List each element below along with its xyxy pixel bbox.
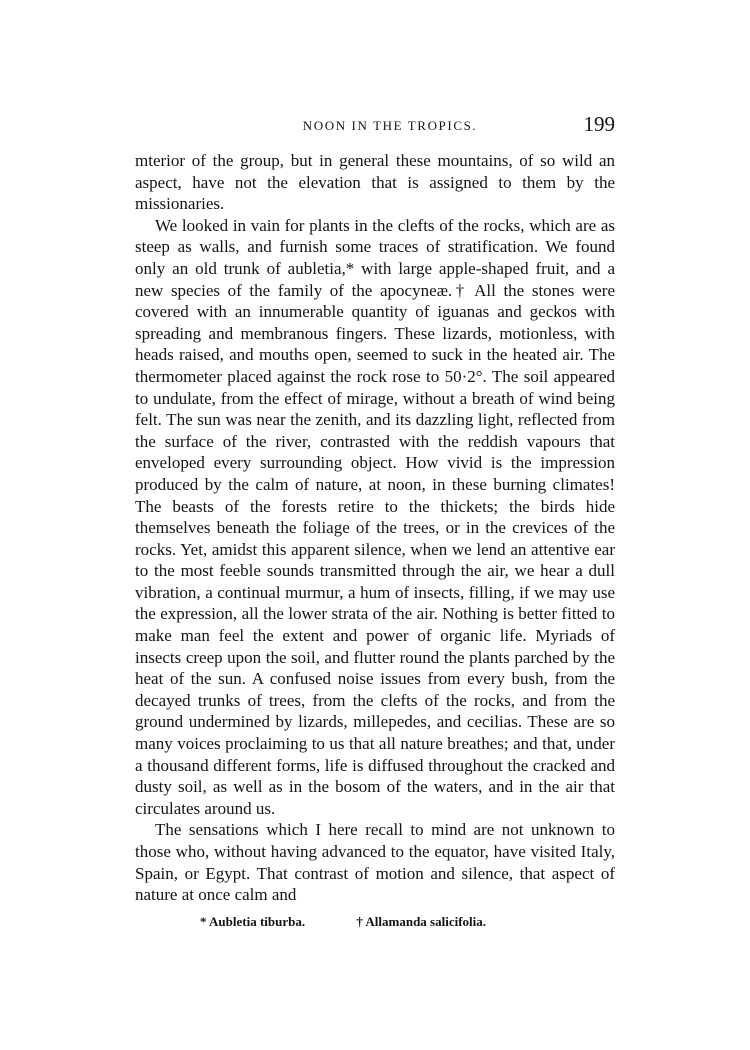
paragraph: We looked in vain for plants in the clefts of the rocks, which are as steep as walls, and furnish some traces of stratification. We found only an old trunk of aubletia,* with large apple-shaped fruit, and a new species of the family of the apocyneæ.† All the stones were covered with an innumerable quantity of iguanas and geckos with spreading and membranous fingers. These lizards, motionless, with heads raised, and mouths open, seemed to suck in the heated air. The thermometer placed against the rock rose to 50·2°. The soil appeared to undulate, from the effect of mirage, without a breath of wind being felt. The sun was near the zenith, and its dazzling light, reflected from the surface of the river, contrasted with the reddish vapours that enveloped every surrounding object. How vivid is the impression produced by the calm of nature, at noon, in these burning climates! The beasts of the forests retire to the thickets; the birds hide themselves beneath the foliage of the trees, or in the crevices of the rocks. Yet, amidst this apparent silence, when we lend an attentive ear to the most feeble sounds transmitted through the air, we hear a dull vibration, a continual murmur, a hum of insects, filling, if we may use the expression, all the lower strata of the air. Nothing is better fitted to make man feel the extent and power of organic life. Myriads of insects creep upon the soil, and flutter round the plants parched by the heat of the sun. A confused noise issues from every bush, from the decayed trunks of trees, from the clefts of the rocks, and from the ground undermined by lizards, millepedes, and cecilias. These are so many voices proclaiming to us that all nature breathes; and that, under a thousand different forms, life is diffused throughout the cracked and dusty soil, as well as in the bosom of the waters, and in the air that circulates around us. xyxy=(135,215,615,818)
body-text xyxy=(135,150,615,906)
footnote: * Aubletia tiburba. xyxy=(200,914,306,929)
footnote: † Allamanda salicifolia. xyxy=(356,914,487,929)
page-number: 199 xyxy=(583,112,615,136)
page-header xyxy=(135,112,615,142)
running-title: NOON IN THE TROPICS. xyxy=(302,118,478,133)
footnotes xyxy=(200,914,600,930)
paragraph-continued: mterior of the group, but in general these mountains, of so wild an aspect, have not the elevation that is assigned to them by the missionaries. xyxy=(135,151,615,214)
paragraph: The sensations which I here recall to mind are not unknown to those who, without having advanced to the equator, have visited Italy, Spain, or Egypt. That contrast of motion and silence, that aspect of nature at once calm and xyxy=(135,820,615,905)
